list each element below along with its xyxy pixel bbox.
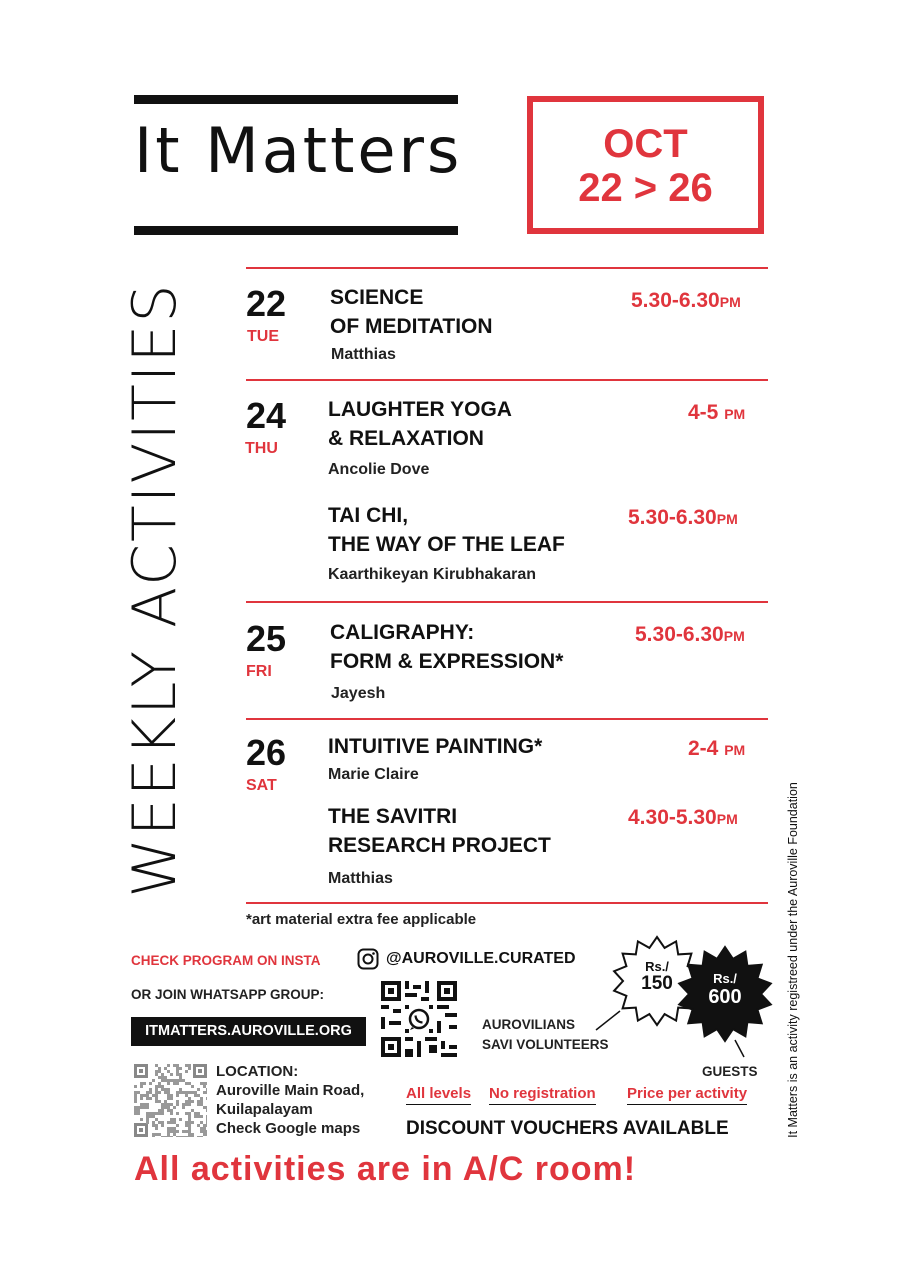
title-top-bar [134, 95, 458, 104]
price-high [691, 972, 759, 1008]
date-range-box [527, 96, 764, 234]
time-unit: PM [723, 628, 745, 644]
whatsapp-label: OR JOIN WHATSAPP GROUP: [131, 987, 325, 1002]
location-block [216, 1062, 364, 1138]
day-name: THU [245, 440, 278, 457]
activity-time [635, 624, 745, 645]
day-number: 25 [246, 618, 287, 659]
activity-title [330, 618, 563, 676]
day-name: SAT [246, 777, 277, 794]
audience-line: SAVI VOLUNTEERS [482, 1037, 609, 1052]
tag-all-levels: All levels [406, 1085, 471, 1105]
activity-host: Kaarthikeyan Kirubhakaran [328, 566, 537, 583]
vouchers-notice: DISCOUNT VOUCHERS AVAILABLE [406, 1118, 729, 1139]
activity-time [688, 402, 745, 423]
whatsapp-qr-code[interactable] [381, 981, 457, 1057]
date-range: 22 > 26 [578, 166, 713, 210]
activity-title-line: & RELAXATION [328, 427, 484, 450]
activity-host: Matthias [331, 346, 396, 363]
title-bottom-bar [134, 226, 458, 235]
footnote: *art material extra fee applicable [246, 911, 477, 928]
side-note-text: It Matters is an activity registreed under the Auroville Foundation [786, 782, 800, 1138]
location-line: Auroville Main Road, [216, 1082, 365, 1099]
activity-title-line: RESEARCH PROJECT [328, 834, 551, 857]
activity-host: Matthias [328, 870, 393, 887]
activity-title [328, 802, 551, 860]
activity-title-line: LAUGHTER YOGA [328, 398, 512, 421]
activity-time [688, 738, 745, 759]
location-line: Check Google maps [216, 1120, 361, 1137]
price-high-currency: Rs./ [713, 971, 737, 986]
location-qr-code[interactable] [134, 1064, 207, 1137]
activity-title-line: THE WAY OF THE LEAF [328, 533, 565, 556]
activity-title-line: FORM & EXPRESSION* [330, 650, 564, 673]
divider [246, 902, 768, 904]
audience-line: AUROVILIANS [482, 1017, 576, 1032]
time-unit: PM [724, 742, 746, 758]
page-title: It Matters [134, 114, 463, 187]
activity-title [328, 732, 542, 761]
day-name: FRI [246, 663, 272, 680]
side-title-text: WEEKLY ACTIVITIES [120, 282, 190, 898]
day-name: TUE [247, 328, 279, 345]
time-unit: PM [724, 406, 746, 422]
day-number: 24 [246, 395, 287, 436]
time-unit: PM [719, 294, 741, 310]
divider [246, 601, 768, 603]
activity-title-line: INTUITIVE PAINTING* [328, 735, 543, 758]
price-high-amount: 600 [708, 986, 742, 1009]
activity-title-line: SCIENCE [330, 286, 424, 309]
pointer-line-high [733, 1038, 747, 1060]
location-label: LOCATION: [216, 1063, 299, 1080]
divider [246, 267, 768, 269]
activity-title [328, 395, 512, 453]
day-number: 22 [246, 283, 287, 324]
activity-time [628, 507, 738, 528]
activity-title-line: TAI CHI, [328, 504, 409, 527]
activity-time [631, 290, 741, 311]
activity-time [628, 807, 738, 828]
insta-label: CHECK PROGRAM ON INSTA [131, 953, 321, 968]
divider [246, 379, 768, 381]
price-low-audience [482, 1015, 609, 1055]
date-month: OCT [603, 122, 688, 166]
activity-title-line: CALIGRAPHY: [330, 621, 475, 644]
activity-host: Marie Claire [328, 766, 419, 783]
activity-title-line: THE SAVITRI [328, 805, 458, 828]
day-number: 26 [246, 732, 287, 773]
divider [246, 718, 768, 720]
website-link[interactable]: ITMATTERS.AUROVILLE.ORG [131, 1017, 366, 1046]
time-value: 4.30-5.30 [628, 806, 717, 829]
time-unit: PM [716, 811, 738, 827]
insta-handle[interactable]: @AUROVILLE.CURATED [386, 950, 576, 967]
time-value: 5.30-6.30 [631, 289, 720, 312]
location-line: Kuilapalayam [216, 1101, 313, 1118]
activity-title [330, 283, 493, 341]
time-value: 5.30-6.30 [628, 506, 717, 529]
price-low-amount: 150 [641, 973, 673, 995]
instagram-icon[interactable] [357, 948, 379, 970]
ac-room-banner: All activities are in A/C room! [134, 1150, 637, 1188]
time-value: 5.30-6.30 [635, 623, 724, 646]
tag-price-per-activity: Price per activity [627, 1085, 747, 1105]
activity-title [328, 501, 565, 559]
price-high-audience: GUESTS [702, 1064, 758, 1079]
activity-title-line: OF MEDITATION [330, 315, 493, 338]
activity-host: Ancolie Dove [328, 461, 430, 478]
time-value: 2-4 [688, 737, 719, 760]
tag-no-registration: No registration [489, 1085, 596, 1105]
activity-host: Jayesh [331, 685, 386, 702]
time-value: 4-5 [688, 401, 719, 424]
price-low-currency: Rs./ [645, 959, 669, 974]
time-unit: PM [716, 511, 738, 527]
